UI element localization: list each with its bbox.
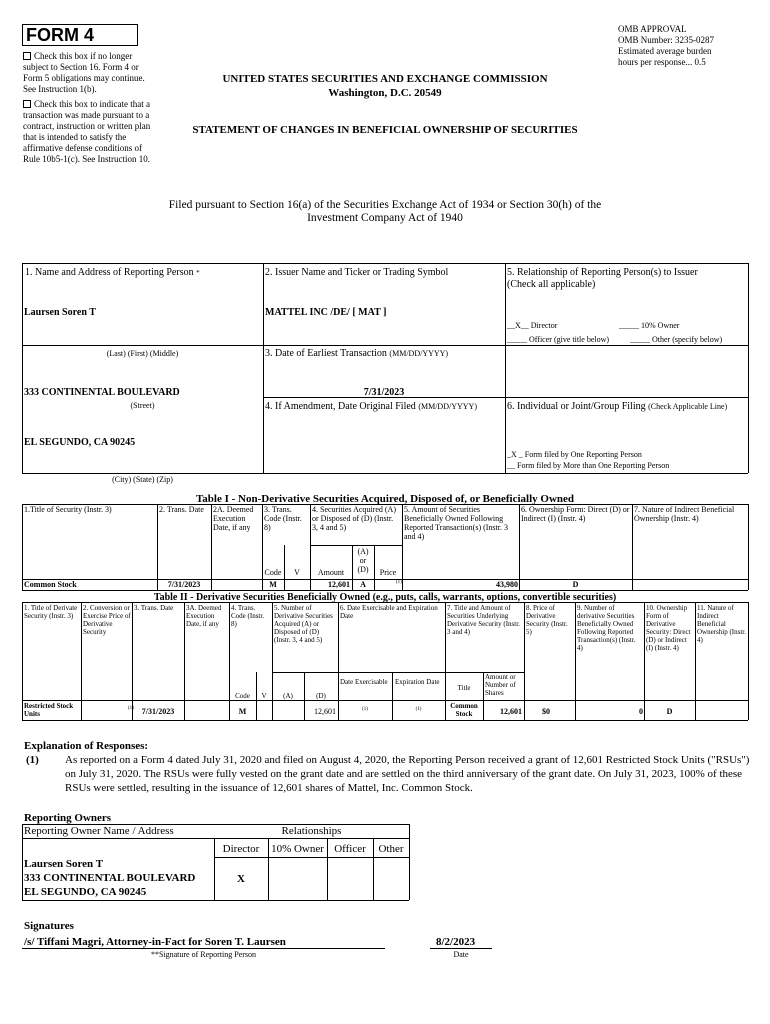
explanation-text: As reported on a Form 4 dated July 31, 2020 and filed on August 4, 2020, the Reporting Person received a grant of 12,601 Restricted Stock Units ("RSUs") on July 31, 2020. The RSUs were fully vested on the grant date and are settled on the third anniversary of the grant date. On July 31, 2023, 100% of these RSUs were settled, resulting in the issuance of 12,601 shares of Mattel, Inc. Common Stock. bbox=[65, 754, 750, 794]
t2-h-conversion: 2. Conversion or Exercise Price of Derivative Security bbox=[83, 604, 131, 636]
t2-row-owned: 0 bbox=[639, 707, 643, 716]
t2-sub-title: Title bbox=[457, 684, 471, 692]
t2-row-date: 7/31/2023 bbox=[141, 707, 175, 716]
t1-h-deemed: 2A. Deemed Execution Date, if any bbox=[213, 505, 254, 532]
filing-more-persons: __ Form filed by More than One Reporting Person bbox=[507, 461, 670, 470]
t2-row-und-amount: 12,601 bbox=[500, 707, 522, 716]
street-caption: (Street) bbox=[130, 401, 155, 410]
signatures-heading: Signatures bbox=[24, 920, 74, 932]
owners-col-relationships: Relationships bbox=[281, 825, 342, 837]
t1-h-nature: 7. Nature of Indirect Beneficial Ownership (Instr. 4) bbox=[634, 505, 735, 523]
t2-row-price: $0 bbox=[542, 707, 550, 716]
owner-city: EL SEGUNDO, CA 90245 bbox=[24, 886, 147, 898]
t2-h-ownership-form: 10. Ownership Form of Derivative Security: Direct (D) or Indirect (I) (Instr. 4) bbox=[646, 604, 691, 652]
t2-h-deemed: 3A. Deemed Execution Date, if any bbox=[186, 604, 222, 628]
t1-row-owned: 43,980 bbox=[496, 580, 518, 589]
t2-h-underlying: 7. Title and Amount of Securities Underlying Derivative Security (Instr. 3 and 4) bbox=[447, 604, 520, 636]
city-caption: (City) (State) (Zip) bbox=[112, 475, 173, 484]
t2-row-exp-note: (1) bbox=[415, 707, 422, 712]
owner-name: Laursen Soren T bbox=[24, 858, 104, 870]
t1-row-price-note: (1) bbox=[396, 580, 402, 585]
box6-label: 6. Individual or Joint/Group Filing (Check Applicable Line) bbox=[507, 401, 728, 412]
signer-name: /s/ Tiffani Magri, Attorney-in-Fact for Soren T. Laursen bbox=[24, 936, 286, 948]
t2-sub-a: (A) bbox=[283, 692, 293, 700]
t2-row-conv-note: (1) bbox=[128, 706, 134, 711]
explanation-number: (1) bbox=[26, 754, 39, 766]
t2-row-code: M bbox=[238, 707, 247, 716]
reporting-person-street: 333 CONTINENTAL BOULEVARD bbox=[24, 387, 180, 398]
t1-row-title: Common Stock bbox=[24, 580, 77, 589]
t1-sub-aord: (A) or (D) bbox=[357, 547, 369, 574]
t2-row-form: D bbox=[666, 707, 673, 716]
t2-h-owned: 9. Number of derivative Securities Beneficially Owned Following Reported Transaction(s) (Instr. 4) bbox=[577, 604, 636, 652]
t2-h-exercisable: 6. Date Exercisable and Expiration Date bbox=[340, 604, 438, 620]
box4-label: 4. If Amendment, Date Original Filed (MM/DD/YYYY) bbox=[265, 401, 477, 412]
owner-director-mark: X bbox=[237, 873, 245, 885]
reporting-person-name: Laursen Soren T bbox=[24, 307, 96, 318]
t1-sub-amount: Amount bbox=[317, 568, 345, 577]
table2-title: Table II - Derivative Securities Beneficially Owned (e.g., puts, calls, warrants, options, convertible securities) bbox=[153, 592, 617, 603]
signature-date: 8/2/2023 bbox=[436, 936, 476, 948]
t2-sub-v: V bbox=[261, 692, 267, 700]
earliest-transaction-date: 7/31/2023 bbox=[363, 387, 405, 398]
relationship-director: __X__ Director bbox=[507, 321, 558, 330]
box5-label: 5. Relationship of Reporting Person(s) to Issuer (Check all applicable) bbox=[507, 267, 698, 290]
owners-col-name: Reporting Owner Name / Address bbox=[24, 825, 174, 837]
t2-h-price: 8. Price of Derivative Security (Instr. 5) bbox=[526, 604, 568, 636]
t2-h-nature: 11. Nature of Indirect Beneficial Ownership (Instr. 4) bbox=[697, 604, 746, 644]
explanation-heading: Explanation of Responses: bbox=[24, 740, 149, 752]
t1-row-form: D bbox=[572, 580, 579, 589]
box2-label: 2. Issuer Name and Ticker or Trading Symbol bbox=[265, 267, 449, 278]
t2-h-title: 1. Title of Derivate Security (Instr. 3) bbox=[24, 604, 78, 620]
omb-approval: OMB APPROVAL bbox=[618, 24, 687, 34]
t2-row-d: 12,601 bbox=[314, 707, 336, 716]
relationship-other: _____ Other (specify below) bbox=[630, 335, 723, 344]
t1-h-ownership-form: 6. Ownership Form: Direct (D) or Indirect (I) (Instr. 4) bbox=[521, 505, 630, 523]
date-caption: Date bbox=[453, 950, 469, 959]
t1-row-date: 7/31/2023 bbox=[167, 580, 201, 589]
owners-col-ten: 10% Owner bbox=[271, 843, 324, 855]
t1-sub-v: V bbox=[294, 568, 300, 577]
no-longer-subject-checkbox[interactable] bbox=[23, 52, 31, 60]
agency-location: Washington, D.C. 20549 bbox=[328, 87, 442, 99]
rule-10b5-checkbox[interactable] bbox=[23, 100, 31, 108]
t2-row-und-title: Common Stock bbox=[450, 702, 478, 718]
omb-approval-block bbox=[618, 24, 758, 68]
agency-name: UNITED STATES SECURITIES AND EXCHANGE COMMISSION bbox=[222, 73, 548, 85]
reporting-person-city: EL SEGUNDO, CA 90245 bbox=[24, 437, 136, 448]
rule-10b5-note: Check this box to indicate that a transaction was made pursuant to a contract, instruction or written plan that is intended to satisfy the affirmative defense conditions of Rule 10b5-1(c). See Instruction 10. bbox=[23, 99, 151, 164]
filed-pursuant: Filed pursuant to Section 16(a) of the Securities Exchange Act of 1934 or Section 30(h) of the Investment Company Act of 1940 bbox=[168, 199, 602, 224]
t1-h-amount-owned: 5. Amount of Securities Beneficially Owned Following Reported Transaction(s) (Instr. 3 and 4) bbox=[404, 505, 508, 541]
t1-sub-price: Price bbox=[379, 568, 397, 577]
box1-label: 1. Name and Address of Reporting Person * bbox=[25, 267, 200, 278]
t1-sub-code: Code bbox=[264, 568, 282, 577]
t2-sub-date-ex: Date Exercisable bbox=[340, 678, 388, 686]
t2-sub-amount: Amount or Number of Shares bbox=[485, 673, 516, 697]
signature-caption: **Signature of Reporting Person bbox=[150, 950, 257, 959]
t2-row-ex-note: (1) bbox=[362, 707, 368, 712]
relationship-officer: _____ Officer (give title below) bbox=[507, 335, 610, 344]
owners-heading: Reporting Owners bbox=[24, 812, 112, 824]
relationship-ten-percent: _____ 10% Owner bbox=[619, 321, 680, 330]
t1-row-aord: A bbox=[360, 580, 366, 589]
owners-col-officer: Officer bbox=[334, 843, 366, 855]
t1-h-code: 3. Trans. Code (Instr. 8) bbox=[264, 505, 302, 532]
box3-label: 3. Date of Earliest Transaction (MM/DD/YYYY) bbox=[265, 348, 449, 359]
t2-sub-d: (D) bbox=[316, 692, 326, 700]
name-caption: (Last) (First) (Middle) bbox=[106, 349, 179, 358]
owner-street: 333 CONTINENTAL BOULEVARD bbox=[24, 872, 196, 884]
t2-sub-exp: Expiration Date bbox=[395, 678, 440, 686]
form-title: FORM 4 bbox=[22, 24, 138, 46]
owners-col-other: Other bbox=[378, 843, 404, 855]
omb-number: OMB Number: 3235-0287 bbox=[618, 35, 714, 45]
t1-h-acquired: 4. Securities Acquired (A) or Disposed of (D) (Instr. 3, 4 and 5) bbox=[312, 505, 396, 532]
omb-burden-line2: hours per response... 0.5 bbox=[618, 57, 706, 67]
filing-one-person: _X _ Form filed by One Reporting Person bbox=[507, 450, 642, 459]
issuer-name: MATTEL INC /DE/ [ MAT ] bbox=[265, 307, 387, 318]
omb-burden-line1: Estimated average burden bbox=[618, 46, 712, 56]
owners-col-director: Director bbox=[222, 843, 260, 855]
t2-h-date: 3. Trans. Date bbox=[134, 604, 174, 612]
t1-h-date: 2. Trans. Date bbox=[159, 505, 204, 514]
t2-row-title: Restricted Stock Units bbox=[24, 702, 74, 718]
t2-sub-code: Code bbox=[235, 692, 250, 700]
t1-h-title: 1.Title of Security (Instr. 3) bbox=[24, 505, 112, 514]
table1-title: Table I - Non-Derivative Securities Acquired, Disposed of, or Beneficially Owned bbox=[195, 493, 575, 505]
statement-title: STATEMENT OF CHANGES IN BENEFICIAL OWNERSHIP OF SECURITIES bbox=[192, 124, 578, 136]
no-longer-subject-note: Check this box if no longer subject to Section 16. Form 4 or Form 5 obligations may continue. See Instruction 1(b). bbox=[23, 51, 145, 94]
t2-h-code: 4. Trans. Code (Instr. 8) bbox=[231, 604, 265, 628]
t1-row-code: M bbox=[269, 580, 277, 589]
t1-row-amount: 12,601 bbox=[328, 580, 350, 589]
t2-h-number: 5. Number of Derivative Securities Acquired (A) or Disposed of (D) (Instr. 3, 4 and 5) bbox=[274, 604, 333, 644]
